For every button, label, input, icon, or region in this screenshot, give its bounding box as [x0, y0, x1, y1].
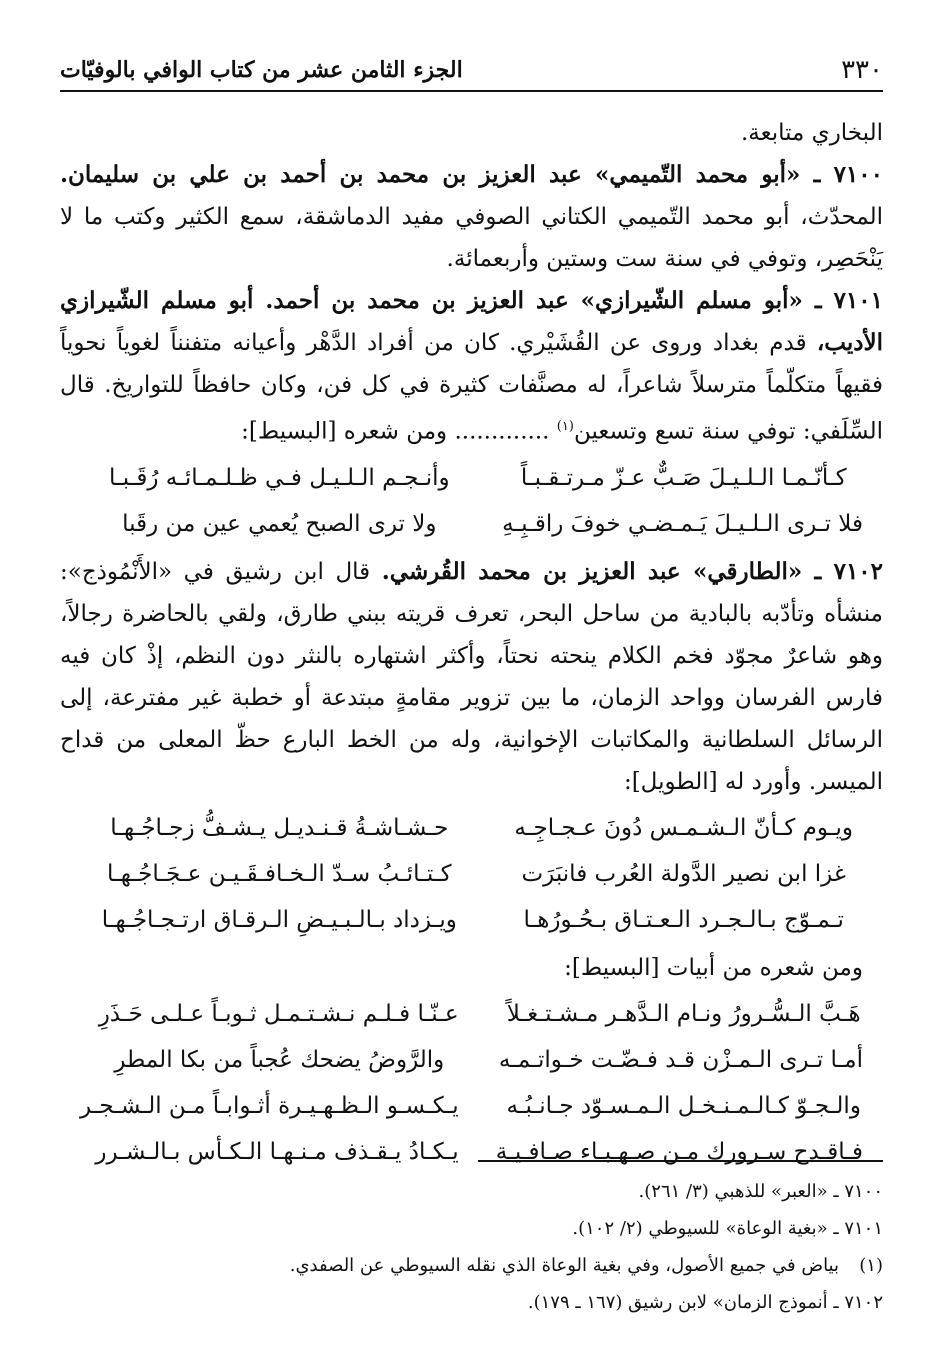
footnote-text: ٧١٠١ ـ «بغية الوعاة» للسيوطي (٢/ ١٠٢). [572, 1218, 883, 1239]
verse-first-hemistich: تـمـوّج بـالـجـرد الـعـتـاق بـحُـورُهـا [523, 906, 844, 933]
verse-line [60, 501, 883, 547]
running-header [60, 50, 883, 92]
footnote [60, 1210, 883, 1247]
footnote [60, 1173, 883, 1210]
verse-first-hemistich: فلا تـرى الـلـيـلَ يَـمـضـي خوفَ راقـبِـهِ [502, 510, 863, 537]
verse-line [60, 851, 883, 897]
verse-second-hemistich: والرَّوضُ يضحك عُجباً من بكا المطرِ [114, 1046, 445, 1073]
footnote-text: بياض في جميع الأصول، وفي بغية الوعاة الذي نقله السيوطي عن الصفدي. [289, 1255, 839, 1276]
verse-line [60, 1083, 883, 1129]
entry-heading: ٧١٠٢ ـ «الطارقي» عبد العزيز بن محمد القُرشي. [381, 557, 884, 585]
verse-first-hemistich: كـأنّـمـا الـلـيـلَ صَـبٌّ عـزّ مـرتـقـبـاً [520, 464, 847, 491]
verse-second-hemistich: حـشـاشـةُ قـنـديـل يـشـفُّ زجـاجُـهـا [110, 814, 449, 841]
footnotes [60, 1173, 883, 1321]
verse-line [60, 455, 883, 501]
page-number: ٣٣٠ [841, 55, 883, 85]
verse-second-hemistich: يـكـسـو الـظـهـيـرة أثـوابـاً مـن الـشـجـر [79, 1092, 459, 1119]
footnote [60, 1284, 883, 1321]
verse-line [60, 805, 883, 851]
verse-line [60, 1129, 883, 1175]
footnote-divider [478, 1160, 883, 1162]
entry-heading: ٧١٠٠ ـ «أبو محمد التّميمي» عبد العزيز بن محمد بن أحمد بن علي بن سليمان. [60, 161, 883, 188]
poem-7102-a [60, 805, 883, 943]
entry-7102 [60, 551, 883, 803]
footnote-marker: (١) [859, 1255, 883, 1276]
verse-first-hemistich: هَـبَّ الـسُّـرورُ ونـام الـدَّهـر مـشـتـغـلاً [506, 1000, 861, 1027]
verse-second-hemistich: كـتـائـبُ سـدّ الـخـافـقَـيـن عـجَـاجُـهـا [107, 860, 452, 887]
entry-text: المحدّث، أبو محمد التّميمي الكتاني الصوفي مفيد الدماشقة، سمع الكثير وكتب ما لا يَنْحَصِر، وتوفي في سنة ست وستين وأربعمائة. [60, 204, 883, 272]
main-text [60, 112, 883, 1179]
verse-first-hemistich: أمـا تـرى الـمـزْن قـد فـضّـت خـواتـمـه [498, 1046, 863, 1073]
entry-text-continued: ............. ومن شعره [البسيط]: [241, 418, 550, 445]
verse-second-hemistich: ولا ترى الصبح يُعمي عين من رقَبا [122, 510, 437, 537]
poem-7101 [60, 455, 883, 547]
footnote-text: ٧١٠٠ ـ «العبر» للذهبي (٣/ ٢٦١). [638, 1181, 883, 1202]
verse-second-hemistich: يـكـادُ يـقـذف مـنـهـا الـكـأس بـالـشـرر [95, 1138, 459, 1165]
poem-intro: ومن شعره من أبيات [البسيط]: [564, 954, 863, 981]
verse-first-hemistich: فـاقـدح سـرورك مـن صـهـبـاء صـافـيـة [495, 1138, 863, 1165]
verse-line [60, 1037, 883, 1083]
verse-second-hemistich: وأنـجـم الـلـيـل فـي ظـلـمـائـه رُقَـبـا [108, 464, 450, 491]
paragraph-continuation: البخاري متابعة. [740, 120, 883, 146]
verse-first-hemistich: ويـوم كـأنّ الـشـمـس دُونَ عـجـاجِـه [514, 814, 853, 841]
footnote-text: ٧١٠٢ ـ أنموذج الزمان» لابن رشيق (١٦٧ ـ ١٧٩). [527, 1292, 883, 1313]
entry-text: قال ابن رشيق في «الأَنْمُوذج»: منشأه وتأدّبه بالبادية من ساحل البحر، تعرف قريته ببني طارق، ولقي بالحاضرة رجالاً، وهو شاعرٌ مجوّد فخم الكلام ينحته نحتاً، وأكثر اشتهاره بالنثر دون النظم، إذْ كان فيه فارس الفرسان وواحد الزمان، ما بين تزوير مقامةٍ مبتدعة أو خطبة غير مفترعة، إلى الرسائل السلطانية والمكاتبات الإخوانية، وله من الخط البارع حظّ المعلى من قداح الميسر. وأورد له [الطويل]: [60, 558, 883, 795]
entry-7101 [60, 280, 883, 453]
footnote [60, 1247, 883, 1284]
verse-line [60, 897, 883, 943]
verse-first-hemistich: والـجـوّ كـالـمـنـخـل الـمـسـوّد جـانـبُـه [506, 1092, 861, 1119]
verse-second-hemistich: عـنّـا فـلـم نـشـتـمـل ثـوبـاً عـلـى حَـذَرِ [98, 1000, 459, 1027]
verse-second-hemistich: ويـزداد بـالـبـيـضِ الـرقـاق ارتـجـاجُـهـا [101, 906, 457, 933]
entry-heading: ٧١٠١ ـ «أبو مسلم الشّيرازي» عبد العزيز بن محمد بن أحمد. أبو مسلم الشّيرازي الأديب، [60, 287, 883, 356]
book-title: الجزء الثامن عشر من كتاب الوافي بالوفيّات [60, 57, 463, 83]
verse-first-hemistich: غزا ابن نصير الدَّولة العُرب فانبَرَت [521, 860, 846, 887]
entry-7100 [60, 154, 883, 280]
entry-text: قدم بغداد وروى عن القُشَيْري. كان من أفراد الدَّهْر وأعيانه متفنناً لغوياً نحوياً فقيهاً متكلّماً مترسلاً شاعراً، له مصنَّفات كثيرة في كل فن، وكان حافظاً للتواريخ. قال السِّلَفي: توفي سنة تسع وتسعين [60, 330, 883, 445]
verse-line [60, 991, 883, 1037]
footnote-reference: (١) [556, 419, 574, 434]
poem-7102-b [60, 991, 883, 1175]
